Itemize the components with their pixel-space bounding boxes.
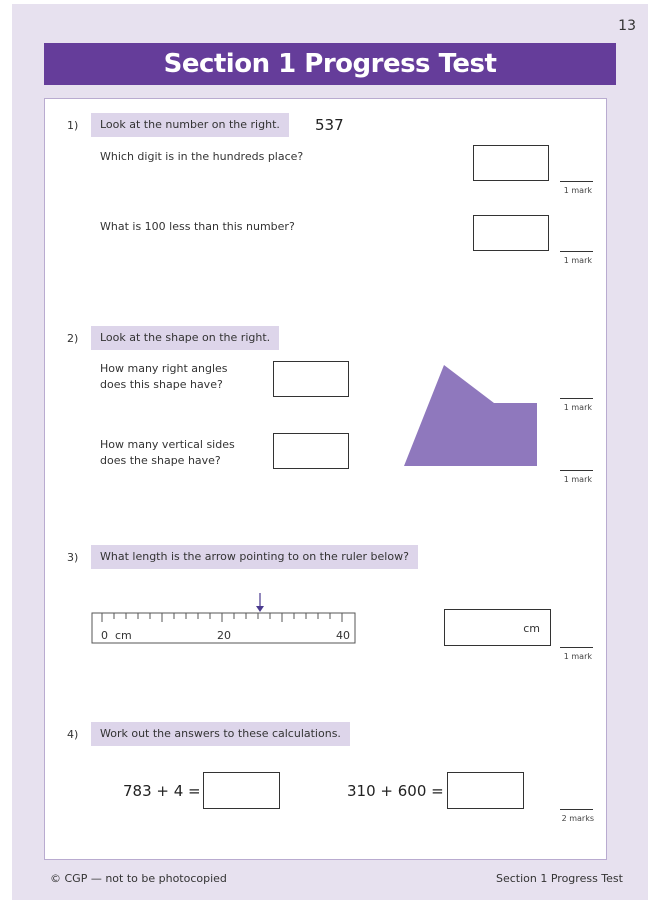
calculation-2: 310 + 600 = bbox=[347, 782, 444, 800]
question-part-text: Which digit is in the hundreds place? bbox=[100, 150, 304, 163]
mark-line bbox=[560, 809, 593, 810]
mark-label: 1 mark bbox=[563, 403, 592, 412]
question-part-text: How many vertical sides does the shape have? bbox=[100, 438, 235, 467]
mark-label: 2 marks bbox=[561, 814, 594, 823]
test-card bbox=[44, 98, 607, 860]
page-number: 13 bbox=[618, 18, 636, 34]
mark-label: 1 mark bbox=[563, 186, 592, 195]
answer-box[interactable] bbox=[203, 772, 280, 809]
ruler-label-0: 0 bbox=[101, 629, 108, 642]
question-prompt: What length is the arrow pointing to on the ruler below? bbox=[91, 545, 418, 569]
question-prompt: Look at the shape on the right. bbox=[91, 326, 279, 350]
answer-box[interactable] bbox=[447, 772, 524, 809]
question-number: 2) bbox=[67, 332, 79, 345]
question-part-text: How many right angles does this shape have? bbox=[100, 362, 228, 391]
calculation-1: 783 + 4 = bbox=[123, 782, 201, 800]
arrow-head bbox=[256, 606, 264, 612]
mark-label: 1 mark bbox=[563, 652, 592, 661]
question-number: 1) bbox=[67, 119, 79, 132]
answer-unit: cm bbox=[523, 622, 540, 635]
page-title: Section 1 Progress Test bbox=[44, 43, 616, 85]
ruler-label-40: 40 bbox=[336, 629, 350, 642]
question-part-text: What is 100 less than this number? bbox=[100, 220, 295, 233]
question-prompt: Look at the number on the right. bbox=[91, 113, 289, 137]
given-number: 537 bbox=[315, 116, 344, 134]
footer-copyright: © CGP — not to be photocopied bbox=[50, 872, 227, 885]
mark-label: 1 mark bbox=[563, 475, 592, 484]
mark-label: 1 mark bbox=[563, 256, 592, 265]
ruler-label-20: 20 bbox=[217, 629, 231, 642]
ruler-unit: cm bbox=[115, 629, 132, 642]
question-number: 3) bbox=[67, 551, 79, 564]
answer-box[interactable] bbox=[444, 609, 551, 646]
footer-section: Section 1 Progress Test bbox=[496, 872, 623, 885]
question-prompt: Work out the answers to these calculations. bbox=[91, 722, 350, 746]
question-number: 4) bbox=[67, 728, 79, 741]
mark-line bbox=[560, 647, 593, 648]
